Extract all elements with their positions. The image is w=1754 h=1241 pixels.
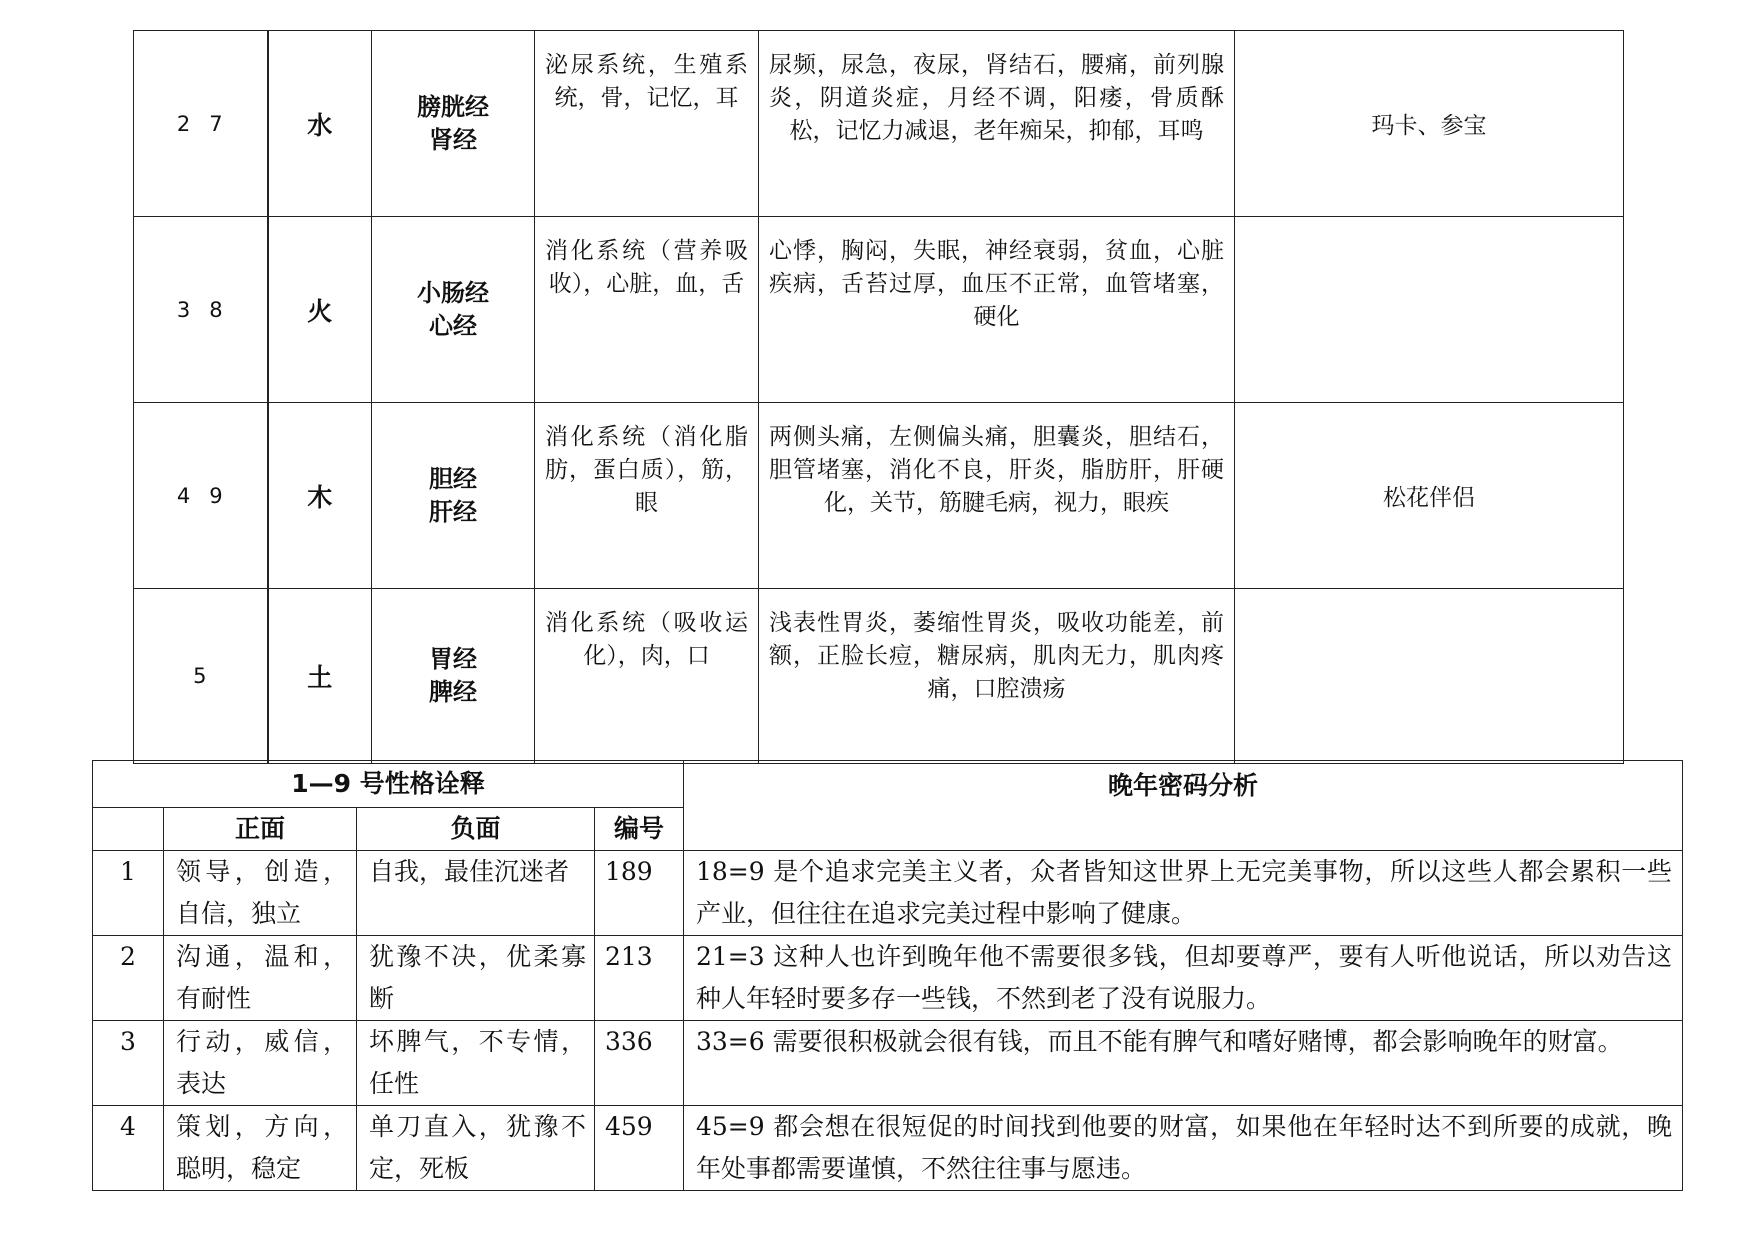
system-cell: 消化系统（消化脂肪，蛋白质），筋，眼: [535, 403, 759, 589]
index-cell: 1: [93, 851, 164, 936]
number-cell: 3 8: [134, 217, 268, 403]
element-cell: 木: [268, 403, 372, 589]
meridian-table: [133, 30, 1624, 764]
analysis-cell: 33=6 需要很积极就会很有钱，而且不能有脾气和嗜好赌博，都会影响晚年的财富。: [684, 1021, 1683, 1106]
analysis-cell: 45=9 都会想在很短促的时间找到他要的财富，如果他在年轻时达不到所要的成就，晚年处事都需要谨慎，不然往往事与愿违。: [684, 1106, 1683, 1191]
positive-cell: 沟通，温和，有耐性: [164, 936, 357, 1021]
negative-cell: 犹豫不决，优柔寡断: [357, 936, 595, 1021]
table-row: [134, 217, 1624, 403]
meridian-cell: 小肠经 心经: [372, 217, 535, 403]
negative-column-header: 负面: [357, 808, 595, 851]
header-row: [93, 761, 1683, 808]
meridian-cell: 膀胱经 肾经: [372, 31, 535, 217]
disease-cell: 浅表性胃炎，萎缩性胃炎，吸收功能差，前额，正脸长痘，糖尿病，肌肉无力，肌肉疼痛，口腔溃疡: [759, 589, 1235, 764]
table-row: [134, 31, 1624, 217]
index-cell: 2: [93, 936, 164, 1021]
table-row: [134, 403, 1624, 589]
disease-cell: 两侧头痛，左侧偏头痛，胆囊炎，胆结石，胆管堵塞，消化不良，肝炎，脂肪肝，肝硬化，关节，筋腱毛病，视力，眼疾: [759, 403, 1235, 589]
element-cell: 火: [268, 217, 372, 403]
table-row: [93, 1021, 1683, 1106]
code-cell: 189: [595, 851, 684, 936]
code-cell: 459: [595, 1106, 684, 1191]
disease-cell: 尿频，尿急，夜尿，肾结石，腰痛，前列腺炎，阴道炎症，月经不调，阳痿，骨质酥松，记忆力减退，老年痴呆，抑郁，耳鸣: [759, 31, 1235, 217]
negative-cell: 自我，最佳沉迷者: [357, 851, 595, 936]
index-cell: 3: [93, 1021, 164, 1106]
analysis-cell: 18=9 是个追求完美主义者，众者皆知这世界上无完美事物，所以这些人都会累积一些产业，但往往在追求完美过程中影响了健康。: [684, 851, 1683, 936]
analysis-cell: 21=3 这种人也许到晚年他不需要很多钱，但却要尊严，要有人听他说话，所以劝告这种人年轻时要多存一些钱，不然到老了没有说服力。: [684, 936, 1683, 1021]
table-row: [134, 589, 1624, 764]
product-cell: [1235, 217, 1624, 403]
table-row: [93, 851, 1683, 936]
number-cell: 4 9: [134, 403, 268, 589]
number-cell: 5: [134, 589, 268, 764]
system-cell: 消化系统（营养吸收），心脏，血，舌: [535, 217, 759, 403]
number-cell: 2 7: [134, 31, 268, 217]
code-cell: 336: [595, 1021, 684, 1106]
positive-cell: 策划，方向，聪明，稳定: [164, 1106, 357, 1191]
meridian-cell: 胃经 脾经: [372, 589, 535, 764]
system-cell: 泌尿系统，生殖系统，骨，记忆，耳: [535, 31, 759, 217]
negative-cell: 坏脾气，不专情，任性: [357, 1021, 595, 1106]
negative-cell: 单刀直入，犹豫不定，死板: [357, 1106, 595, 1191]
positive-cell: 行动，威信，表达: [164, 1021, 357, 1106]
meridian-cell: 胆经 肝经: [372, 403, 535, 589]
index-cell: 4: [93, 1106, 164, 1191]
element-cell: 土: [268, 589, 372, 764]
positive-column-header: 正面: [164, 808, 357, 851]
product-cell: [1235, 589, 1624, 764]
analysis-header: 晚年密码分析: [684, 761, 1683, 851]
code-cell: 213: [595, 936, 684, 1021]
system-cell: 消化系统（吸收运化），肉，口: [535, 589, 759, 764]
code-column-header: 编号: [595, 808, 684, 851]
table-row: [93, 1106, 1683, 1191]
personality-code-table: [92, 760, 1683, 1191]
disease-cell: 心悸，胸闷，失眠，神经衰弱，贫血，心脏疾病，舌苔过厚，血压不正常，血管堵塞，硬化: [759, 217, 1235, 403]
element-cell: 水: [268, 31, 372, 217]
table-row: [93, 936, 1683, 1021]
index-column-header: [93, 808, 164, 851]
personality-header: 1—9 号性格诠释: [93, 761, 684, 808]
product-cell: 玛卡、参宝: [1235, 31, 1624, 217]
product-cell: 松花伴侣: [1235, 403, 1624, 589]
positive-cell: 领导，创造，自信，独立: [164, 851, 357, 936]
